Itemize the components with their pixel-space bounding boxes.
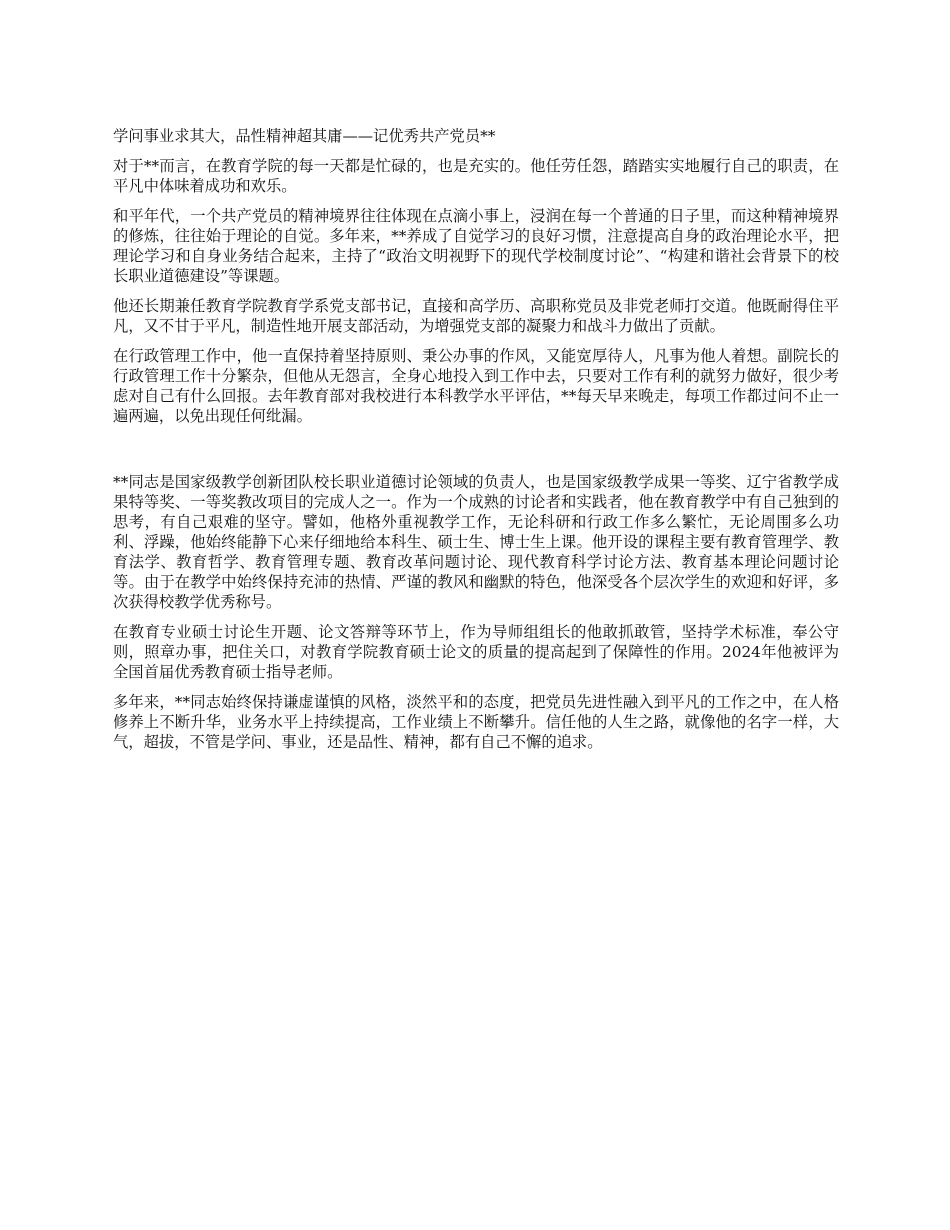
- paragraph-busy-and-fulfilling: 对于**而言，在教育学院的每一天都是忙碌的，也是充实的。他任劳任怨，踏踏实实地履行自己的职责，在平凡中体味着成功和欢乐。: [113, 157, 839, 195]
- paragraph-theory-study: 和平年代，一个共产党员的精神境界往往体现在点滴小事上，浸润在每一个普通的日子里，而这种精神境界的修炼，往往始于理论的自觉。多年来，**养成了自觉学习的良好习惯，注意提高自身的政治理论水平，把理论学习和自身业务结合起来，主持了“政治文明视野下的现代学校制度讨论”、“构建和谐社会背景下的校长职业道德建设”等课题。: [113, 207, 839, 285]
- document-page: [113, 126, 839, 762]
- paragraph-administration: 在行政管理工作中，他一直保持着坚持原则、秉公办事的作风，又能宽厚待人，凡事为他人着想。副院长的行政管理工作十分繁杂，但他从无怨言，全身心地投入到工作中去，只要对工作有利的就努力做好，很少考虑对自己有什么回报。去年教育部对我校进行本科教学水平评估，**每天早来晚走，每项工作都过问不止一遍两遍，以免出现任何纰漏。: [113, 347, 839, 425]
- section-gap: [113, 436, 839, 472]
- document-title: 学问事业求其大，品性精神超其庸——记优秀共产党员**: [113, 127, 496, 145]
- paragraph-conclusion: 多年来，**同志始终保持谦虚谨慎的风格，淡然平和的态度，把党员先进性融入到平凡的工作之中，在人格修养上不断升华，业务水平上持续提高，工作业绩上不断攀升。信任他的人生之路，就像他的名字一样，大气，超拔，不管是学问、事业，还是品性、精神，都有自己不懈的追求。: [113, 693, 839, 751]
- paragraph-teaching: **同志是国家级教学创新团队校长职业道德讨论领域的负责人，也是国家级教学成果一等奖、辽宁省教学成果特等奖、一等奖教改项目的完成人之一。作为一个成熟的讨论者和实践者，他在教育教学中有自己独到的思考，有自己艰难的坚守。譬如，他格外重视教学工作，无论科研和行政工作多么繁忙，无论周围多么功利、浮躁，他始终能静下心来仔细地给本科生、硕士生、博士生上课。他开设的课程主要有教育管理学、教育法学、教育哲学、教育管理专题、教育改革问题讨论、现代教育科学讨论方法、教育基本理论问题讨论等。由于在教学中始终保持充沛的热情、严谨的教风和幽默的特色，他深受各个层次学生的欢迎和好评，多次获得校教学优秀称号。: [113, 473, 839, 611]
- paragraph-party-branch: 他还长期兼任教育学院教育学系党支部书记，直接和高学历、高职称党员及非党老师打交道。他既耐得住平凡，又不甘于平凡，制造性地开展支部活动，为增强党支部的凝聚力和战斗力做出了贡献。: [113, 297, 839, 335]
- paragraph-graduate-supervision: 在教育专业硕士讨论生开题、论文答辩等环节上，作为导师组组长的他敢抓敢管，坚持学术标准，奉公守则，照章办事，把住关口，对教育学院教育硕士论文的质量的提高起到了保障性的作用。2024年他被评为全国首届优秀教育硕士指导老师。: [113, 623, 839, 681]
